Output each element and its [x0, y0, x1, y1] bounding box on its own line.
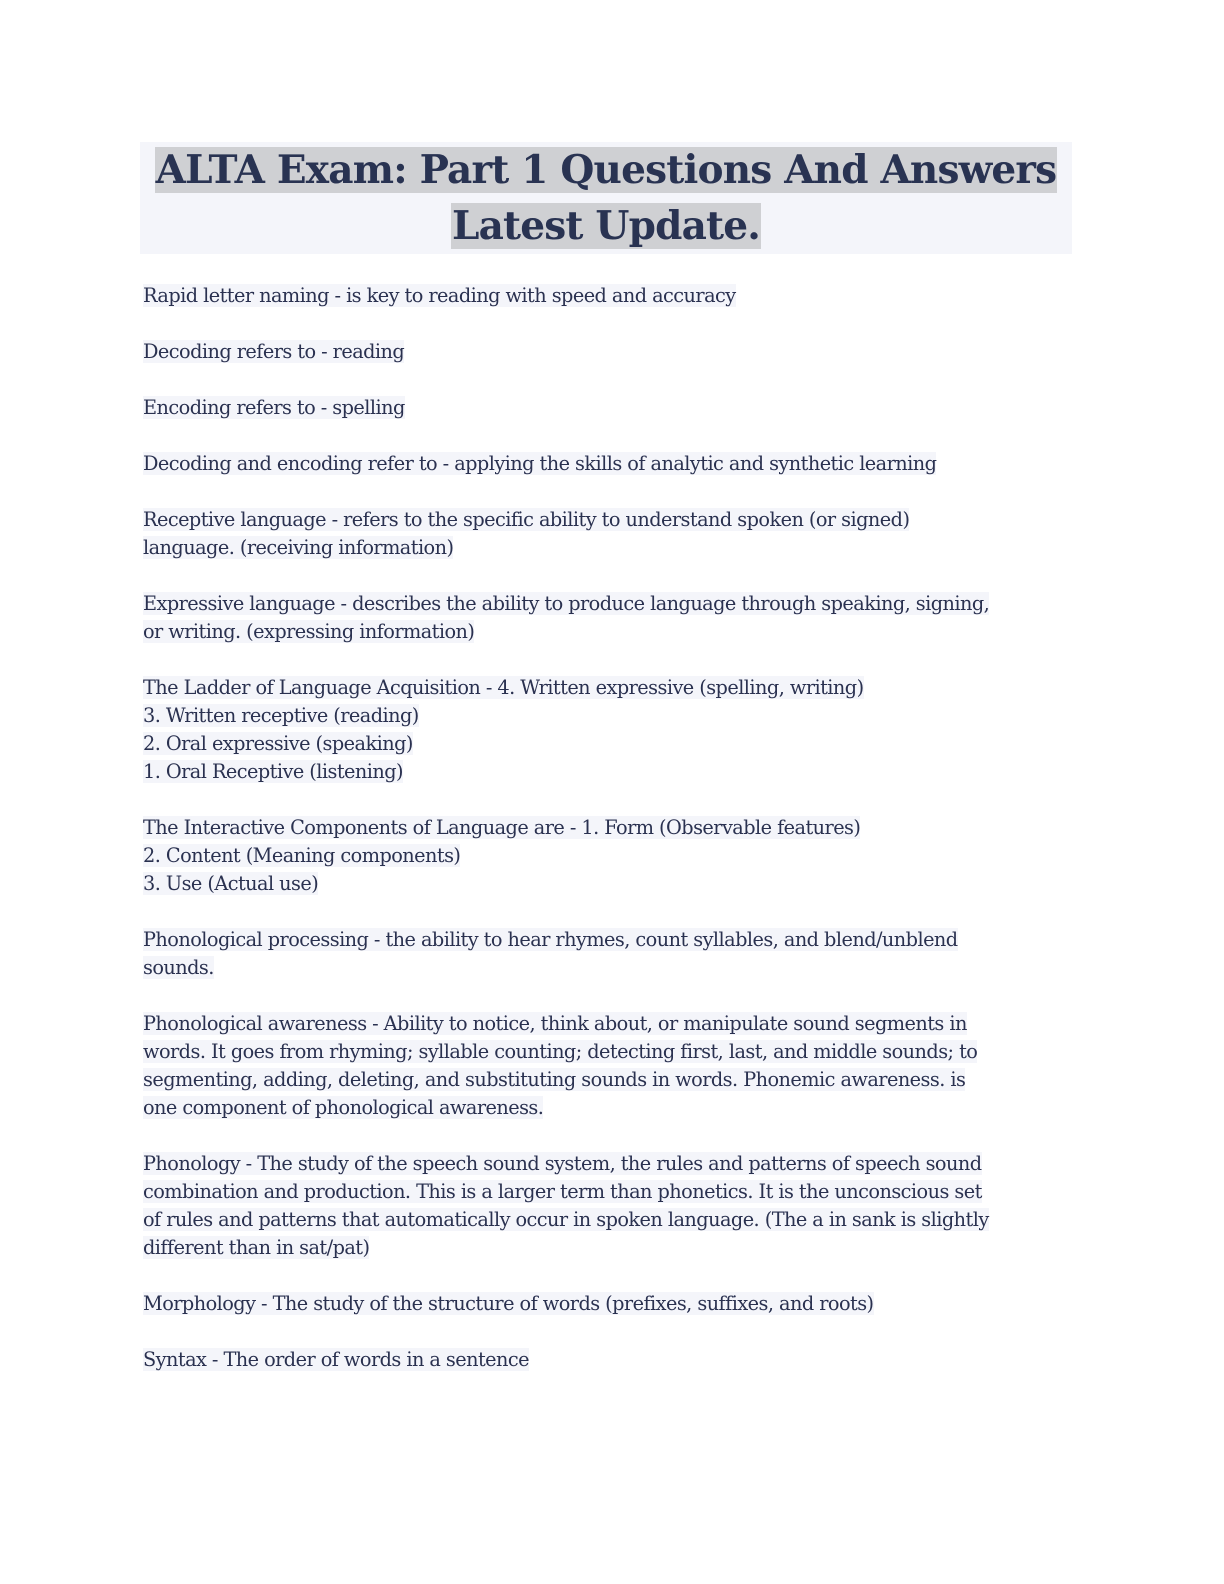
document-body [143, 282, 1073, 1402]
qa-phonological-processing: Phonological processing - the ability to hear rhymes, count syllables, and blend/unblend sounds. [143, 928, 958, 979]
qa-encoding: Encoding refers to - spelling [143, 396, 405, 419]
qa-expressive-language: Expressive language - describes the ability to produce language through speaking, signing, or writing. (expressing information) [143, 592, 990, 643]
qa-decoding: Decoding refers to - reading [143, 340, 405, 363]
qa-decoding-and-encoding: Decoding and encoding refer to - applying the skills of analytic and synthetic learning [143, 452, 937, 475]
document-title [140, 142, 1072, 254]
qa-phonology: Phonology - The study of the speech sound system, the rules and patterns of speech sound combination and production. This is a larger term than phonetics. It is the unconscious set of rules and patterns that automatically occur in spoken language. (The a in sank is slightly different than in sat/pat) [143, 1152, 989, 1259]
qa-rapid-letter-naming: Rapid letter naming - is key to reading with speed and accuracy [143, 284, 736, 307]
qa-interactive-components: The Interactive Components of Language are - 1. Form (Observable features) 2. Content (Meaning components) 3. Use (Actual use) [143, 816, 861, 895]
qa-ladder-of-language-acquisition: The Ladder of Language Acquisition - 4. Written expressive (spelling, writing) 3. Written receptive (reading) 2. Oral expressive (speaking) 1. Oral Receptive (listening) [143, 676, 864, 783]
qa-phonological-awareness: Phonological awareness - Ability to notice, think about, or manipulate sound segments in words. It goes from rhyming; syllable counting; detecting first, last, and middle sounds; to segmenting, adding, deleting, and substituting sounds in words. Phonemic awareness. is one component of phonological awareness. [143, 1012, 978, 1119]
title-line-1: ALTA Exam: Part 1 Questions And Answers [155, 147, 1057, 193]
qa-syntax: Syntax - The order of words in a sentence [143, 1348, 530, 1371]
qa-morphology: Morphology - The study of the structure of words (prefixes, suffixes, and roots) [143, 1292, 874, 1315]
title-line-2: Latest Update. [451, 203, 761, 249]
qa-receptive-language: Receptive language - refers to the specific ability to understand spoken (or signed) language. (receiving information) [143, 508, 910, 559]
